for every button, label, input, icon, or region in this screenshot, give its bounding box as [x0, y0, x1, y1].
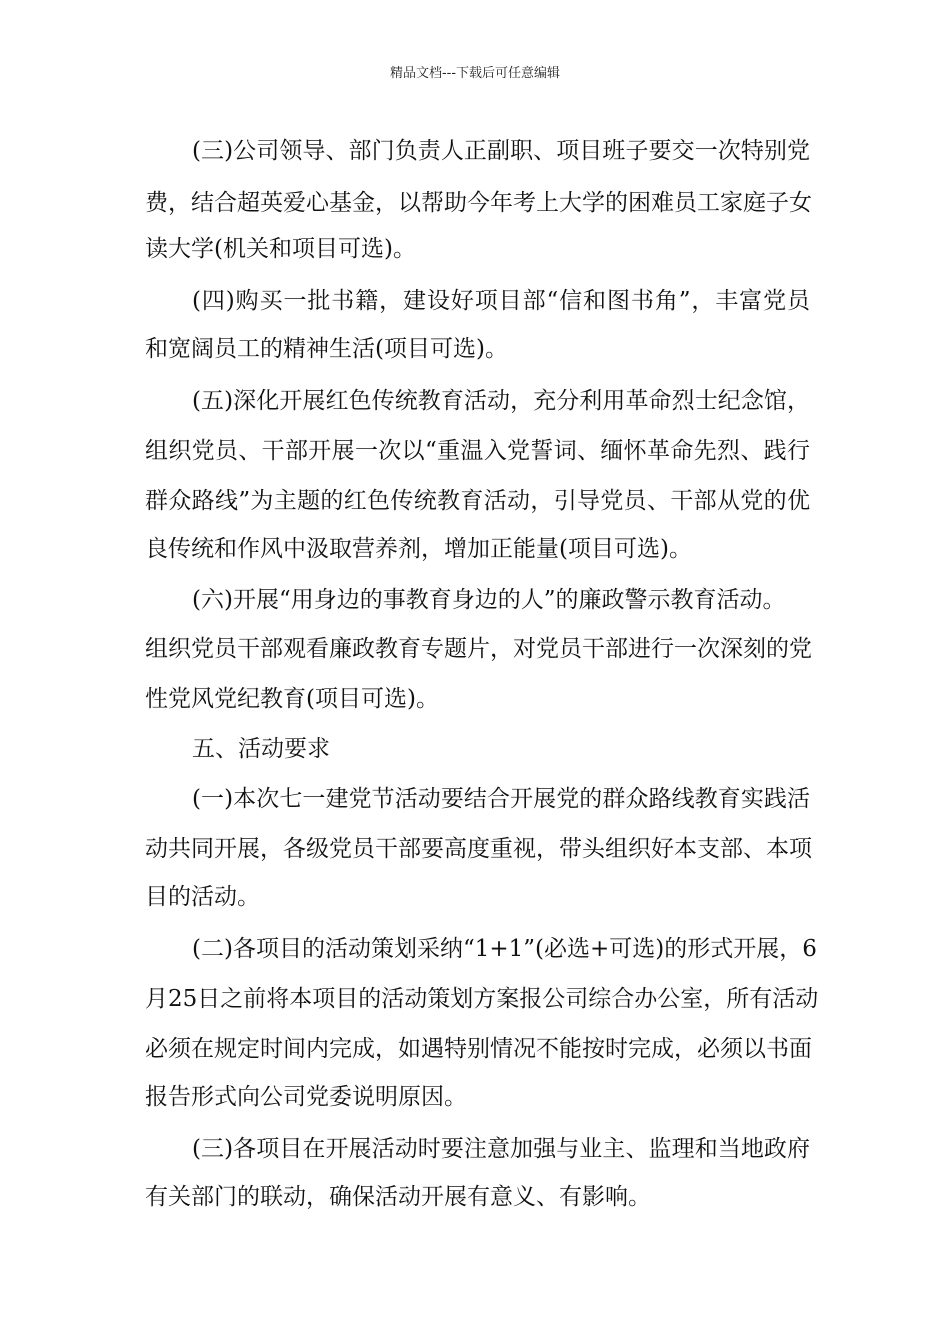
paragraph-line: 目的活动。: [145, 884, 260, 910]
paragraph-line: 费，结合超英爱心基金，以帮助今年考上大学的困难员工家庭子女: [145, 190, 812, 216]
paragraph-line: (六)开展“用身边的事教育身边的人”的廉政警示教育活动。: [192, 587, 786, 613]
paragraph-line: 必须在规定时间内完成，如遇特别情况不能按时完成，必须以书面: [145, 1036, 812, 1062]
paragraph-line: (五)深化开展红色传统教育活动，充分利用革命烈士纪念馆，: [192, 388, 810, 414]
paragraph-line: 组织党员、干部开展一次以“重温入党誓词、缅怀革命先烈、践行: [145, 438, 810, 464]
paragraph-line: 有关部门的联动，确保活动开展有意义、有影响。: [145, 1184, 651, 1210]
paragraph-line: 群众路线”为主题的红色传统教育活动，引导党员、干部从党的优: [145, 488, 810, 514]
paragraph-line: (三)各项目在开展活动时要注意加强与业主、监理和当地政府: [192, 1136, 810, 1162]
paragraph-line: 组织党员干部观看廉政教育专题片，对党员干部进行一次深刻的党: [145, 636, 812, 662]
paragraph-line: (三)公司领导、部门负责人正副职、项目班子要交一次特别党: [192, 138, 810, 164]
paragraph-line: 性党风党纪教育(项目可选)。: [145, 686, 439, 712]
paragraph-line: 和宽阔员工的精神生活(项目可选)。: [145, 336, 508, 362]
page-header: 精品文档---下载后可任意编辑: [389, 66, 561, 81]
paragraph-line: 良传统和作风中汲取营养剂，增加正能量(项目可选)。: [145, 536, 692, 562]
paragraph-line: (四)购买一批书籍，建设好项目部“信和图书角”，丰富党员: [192, 288, 810, 314]
section-heading: 五、活动要求: [192, 736, 330, 762]
paragraph-line: (一)本次七一建党节活动要结合开展党的群众路线教育实践活: [192, 786, 810, 812]
paragraph-line: 读大学(机关和项目可选)。: [145, 236, 416, 262]
paragraph-line: 报告形式向公司党委说明原因。: [145, 1084, 467, 1110]
paragraph-line: (二)各项目的活动策划采纳“1+1”(必选+可选)的形式开展，6: [192, 936, 817, 962]
paragraph-line: 动共同开展，各级党员干部要高度重视，带头组织好本支部、本项: [145, 836, 812, 862]
paragraph-line: 月25日之前将本项目的活动策划方案报公司综合办公室，所有活动: [145, 986, 819, 1012]
